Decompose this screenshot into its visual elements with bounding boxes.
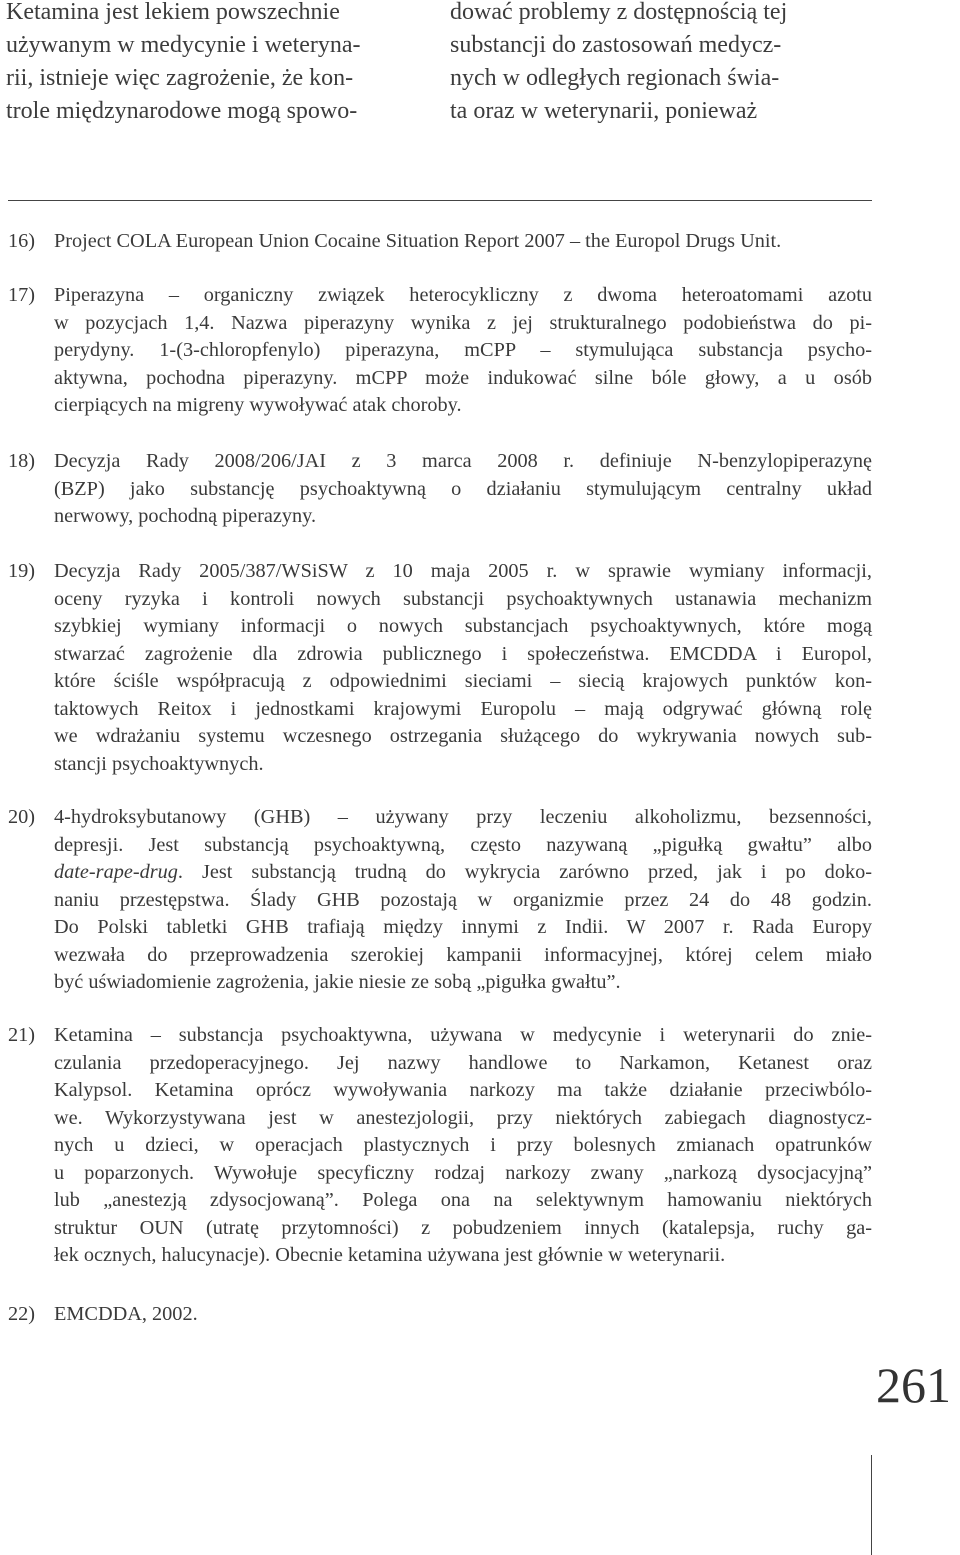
footnote-line: szybkiej wymiany informacji o nowych substancjach psychoaktywnych, które mogą bbox=[54, 615, 872, 637]
footnote-line: u poparzonych. Wywołuje specyficzny rodzaj narkozy zwany „narkozą dysocjacyjną” bbox=[54, 1161, 872, 1184]
body-line: substancji do zastosowań medycz- bbox=[450, 32, 782, 58]
footnote-line: we. Wykorzystywana jest w anestezjologii, przy niektórych zabiegach diagnostycz- bbox=[54, 1106, 872, 1129]
footnote-20 bbox=[8, 804, 872, 997]
footnote-line: Do Polski tabletki GHB trafiają między innymi z Indii. W 2007 r. Rada Europy bbox=[54, 916, 872, 938]
footnote-19 bbox=[8, 558, 872, 778]
footnote-line: date-rape-drug. Jest substancją trudną do wykrycia zarówno przed, jak i po doko- bbox=[54, 861, 872, 883]
footnote-line: które ściśle współpracują z odpowiednimi sieciami – siecią krajowych punktów kon- bbox=[54, 670, 872, 692]
page-edge-rule bbox=[871, 1455, 872, 1555]
footnote-line: lub „anestezją zdysocjowaną”. Polega ona na selektywnym hamowaniu niektórych bbox=[54, 1189, 872, 1211]
footnote-number: 16) bbox=[8, 230, 36, 252]
body-line: rii, istnieje więc zagrożenie, że kon- bbox=[6, 65, 354, 91]
footnote-line: taktowych Reitox i jednostkami krajowymi Europolu – mają odgrywać główną rolę bbox=[54, 697, 872, 720]
footnote-line: stwarzać zagrożenie dla zdrowia publicznego i społeczeństwa. EMCDDA i Europol, bbox=[54, 642, 872, 665]
footnote-line: być uświadomienie zagrożenia, jakie niesie ze sobą „pigułka gwałtu”. bbox=[54, 971, 621, 993]
footnote-line: Project COLA European Union Cocaine Situation Report 2007 – the Europol Drugs Unit. bbox=[54, 230, 782, 252]
footnote-18 bbox=[8, 448, 872, 531]
footnote-line: perydyny. 1-(3-chloropfenylo) piperazyna, mCPP – stymulująca substancja psycho- bbox=[54, 339, 872, 361]
body-line: Ketamina jest lekiem powszechnie bbox=[6, 0, 340, 25]
footnote-17 bbox=[8, 282, 872, 420]
italic-term: date-rape-drug bbox=[54, 861, 178, 883]
body-line: nych w odległych regionach świa- bbox=[450, 65, 780, 91]
footnote-line: w pozycjach 1,4. Nazwa piperazyny wynika z jej strukturalnego podobieństwa do pi- bbox=[54, 311, 872, 334]
footnote-line: struktur OUN (utratę przytomności) z pobudzeniem innych (katalepsja, ruchy ga- bbox=[54, 1216, 872, 1239]
body-line: używanym w medycynie i weteryna- bbox=[6, 32, 361, 58]
footnote-line: aktywna, pochodna piperazyny. mCPP może indukować silne bóle głowy, a u osób bbox=[54, 366, 872, 389]
body-line: dować problemy z dostępnością tej bbox=[450, 0, 788, 25]
footnote-21 bbox=[8, 1022, 872, 1270]
footnote-line: Piperazyna – organiczny związek heterocykliczny z dwoma heteroatomami azotu bbox=[54, 284, 872, 306]
footnote-line: czulania przedoperacyjnego. Jej nazwy handlowe to Narkamon, Ketanest oraz bbox=[54, 1051, 872, 1074]
footnote-line: nerwowy, pochodną piperazyny. bbox=[54, 505, 317, 527]
footnote-line: EMCDDA, 2002. bbox=[54, 1303, 198, 1325]
footnote-line: wezwała do przeprowadzenia szerokiej kampanii informacyjnej, której celem miało bbox=[54, 943, 872, 966]
footnote-number: 21) bbox=[8, 1024, 36, 1046]
footnote-line: Ketamina – substancja psychoaktywna, używana w medycynie i weterynarii do znie- bbox=[54, 1024, 872, 1046]
footnote-number: 19) bbox=[8, 560, 36, 582]
footnote-line: nych u dzieci, w operacjach plastycznych i przy bolesnych zmianach opatrunków bbox=[54, 1134, 872, 1156]
footnote-line: łek ocznych, halucynacje). Obecnie ketamina używana jest głównie w weterynarii. bbox=[54, 1244, 726, 1266]
body-line: ta oraz w weterynarii, ponieważ bbox=[450, 98, 758, 124]
footnote-line: 4-hydroksybutanowy (GHB) – używany przy leczeniu alkoholizmu, bezsenności, bbox=[54, 806, 872, 828]
footnote-line: Decyzja Rady 2008/206/JAI z 3 marca 2008 r. definiuje N-benzylopiperazynę bbox=[54, 450, 872, 472]
footnote-number: 17) bbox=[8, 284, 36, 306]
footnote-number: 18) bbox=[8, 450, 36, 472]
body-column-right bbox=[450, 0, 787, 128]
footnote-line: stancji psychoaktywnych. bbox=[54, 752, 264, 775]
footnote-line: cierpiących na migreny wywoływać atak choroby. bbox=[54, 394, 462, 416]
footnote-number: 20) bbox=[8, 806, 36, 828]
footnote-line: we wdrażaniu systemu wczesnego ostrzegania służącego do wykrywania nowych sub- bbox=[54, 725, 872, 747]
footnote-16 bbox=[8, 228, 872, 256]
body-line: trole międzynarodowe mogą spowo- bbox=[6, 98, 358, 124]
body-column-left bbox=[6, 0, 361, 128]
page-number: 261 bbox=[876, 1357, 951, 1413]
footnote-line: Decyzja Rady 2005/387/WSiSW z 10 maja 2005 r. w sprawie wymiany informacji, bbox=[54, 560, 872, 582]
footnote-line: depresji. Jest substancją psychoaktywną, często nazywaną „pigułką gwałtu” albo bbox=[54, 833, 872, 856]
footnote-line: Kalypsol. Ketamina oprócz wywoływania narkozy ma także działanie przeciwbólo- bbox=[54, 1079, 872, 1101]
footnote-line: naniu przestępstwa. Ślady GHB pozostają w organizmie przez 24 do 48 godzin. bbox=[54, 888, 872, 911]
footnote-line: oceny ryzyka i kontroli nowych substancji psychoaktywnych ustanawia mechanizm bbox=[54, 587, 872, 610]
footnote-line: (BZP) jako substancję psychoaktywną o działaniu stymulującym centralny układ bbox=[54, 477, 872, 500]
footnote-22 bbox=[8, 1301, 872, 1329]
footnote-separator-rule bbox=[8, 200, 872, 201]
footnote-number: 22) bbox=[8, 1303, 36, 1325]
